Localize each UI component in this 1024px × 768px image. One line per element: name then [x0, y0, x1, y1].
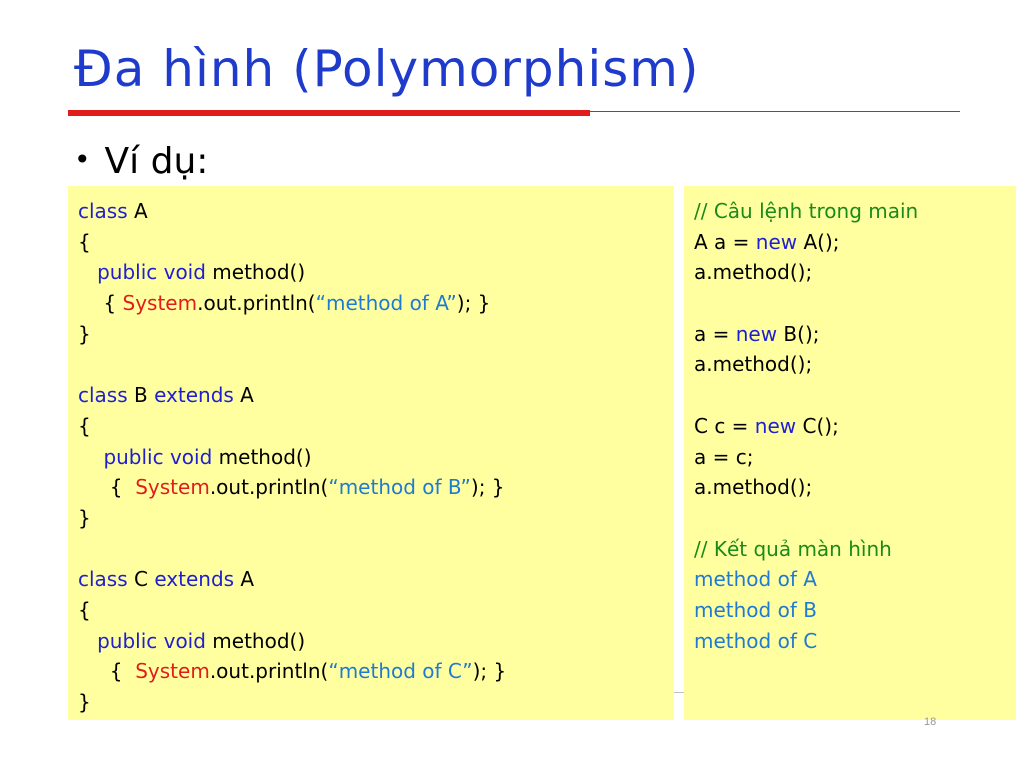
bullet-item: [74, 136, 208, 186]
code-token: new: [735, 321, 778, 346]
code-token: extends: [154, 383, 234, 408]
right-code-line: [694, 380, 1016, 411]
page-number: 18: [924, 716, 937, 728]
code-token: A: [233, 383, 254, 408]
slide-title: Đa hình (Polymorphism): [74, 40, 700, 98]
right-code-line: [694, 196, 1016, 227]
code-token: C: [127, 567, 155, 592]
class-definitions-code-box: [68, 186, 674, 720]
left-code-line: [78, 564, 674, 595]
code-token: class: [78, 383, 128, 408]
title-underline-thick: [68, 110, 590, 116]
code-token: C();: [796, 413, 839, 438]
code-token: B: [127, 383, 155, 408]
code-token: {: [78, 229, 91, 254]
code-token: {: [78, 597, 91, 622]
bullet-text: Ví dụ:: [104, 141, 209, 182]
left-code-line: [78, 626, 674, 657]
left-code-line: [78, 534, 674, 565]
code-token: {: [78, 659, 136, 684]
footer-divider: [674, 692, 684, 693]
left-code-line: [78, 257, 674, 288]
code-token: System: [135, 659, 210, 684]
code-token: public void: [103, 444, 213, 469]
code-token: // Câu lệnh trong main: [694, 199, 919, 223]
code-token: new: [755, 229, 798, 254]
right-code-line: [694, 534, 1016, 565]
left-code-line: [78, 319, 674, 350]
right-code-line: [694, 257, 1016, 288]
code-token: System: [122, 291, 198, 316]
right-code-line: [694, 288, 1016, 319]
code-token: A: [127, 199, 148, 223]
code-token: class: [78, 567, 128, 592]
left-code-line: [78, 656, 674, 687]
code-token: {: [78, 291, 123, 316]
right-code-line: [694, 319, 1016, 350]
code-token: method of C: [694, 628, 818, 653]
main-code-box: [684, 186, 1016, 720]
code-token: A a =: [694, 229, 756, 254]
code-token: new: [754, 413, 797, 438]
right-code-line: [694, 472, 1016, 503]
left-code-line: [78, 380, 674, 411]
code-token: “method of A”: [315, 291, 457, 316]
title-underline-thin: [590, 111, 960, 112]
code-token: a.method();: [694, 260, 813, 285]
code-token: a = c;: [694, 444, 754, 469]
left-code-line: [78, 687, 674, 718]
left-code-line: [78, 472, 674, 503]
code-token: a.method();: [694, 475, 813, 500]
code-token: method(): [205, 628, 306, 653]
right-code-line: [694, 349, 1016, 380]
right-code-line: [694, 442, 1016, 473]
right-code-line: [694, 626, 1016, 657]
code-token: .out.println(: [197, 291, 316, 316]
left-code-line: [78, 503, 674, 534]
code-token: A: [234, 567, 255, 592]
code-token: “method of B”: [328, 475, 471, 500]
code-token: class: [78, 199, 128, 223]
code-token: a =: [694, 321, 736, 346]
code-token: A();: [797, 229, 840, 254]
code-token: System: [135, 475, 210, 500]
code-token: ); }: [456, 291, 491, 316]
code-token: .out.println(: [209, 659, 329, 684]
code-token: public void: [97, 260, 206, 285]
right-code-line: [694, 227, 1016, 258]
code-token: [78, 629, 97, 653]
code-token: }: [78, 505, 91, 530]
left-code-line: [78, 349, 674, 380]
code-token: }: [78, 690, 91, 714]
code-token: method of A: [694, 567, 817, 592]
code-token: [78, 260, 97, 284]
left-code-line: [78, 411, 674, 442]
code-token: method of B: [694, 597, 817, 622]
code-token: .out.println(: [209, 475, 329, 500]
code-token: C c =: [694, 413, 755, 438]
code-token: B();: [777, 321, 820, 346]
code-token: }: [78, 321, 91, 346]
right-code-line: [694, 564, 1016, 595]
code-token: ); }: [470, 475, 505, 500]
bullet-dot-icon: •: [74, 143, 91, 176]
right-code-line: [694, 503, 1016, 534]
left-code-line: [78, 595, 674, 626]
left-code-line: [78, 288, 674, 319]
code-token: “method of C”: [328, 659, 473, 684]
code-token: public void: [97, 628, 206, 653]
left-code-line: [78, 442, 674, 473]
left-code-line: [78, 227, 674, 258]
code-token: a.method();: [694, 352, 813, 377]
code-token: ); }: [472, 659, 507, 684]
right-code-line: [694, 411, 1016, 442]
code-token: [78, 445, 103, 469]
code-token: {: [78, 413, 91, 438]
right-code-line: [694, 595, 1016, 626]
code-token: {: [78, 475, 136, 500]
code-token: method(): [205, 260, 306, 285]
left-code-line: [78, 196, 674, 227]
code-token: // Kết quả màn hình: [694, 536, 892, 561]
code-token: method(): [212, 444, 312, 469]
code-token: extends: [154, 567, 235, 592]
